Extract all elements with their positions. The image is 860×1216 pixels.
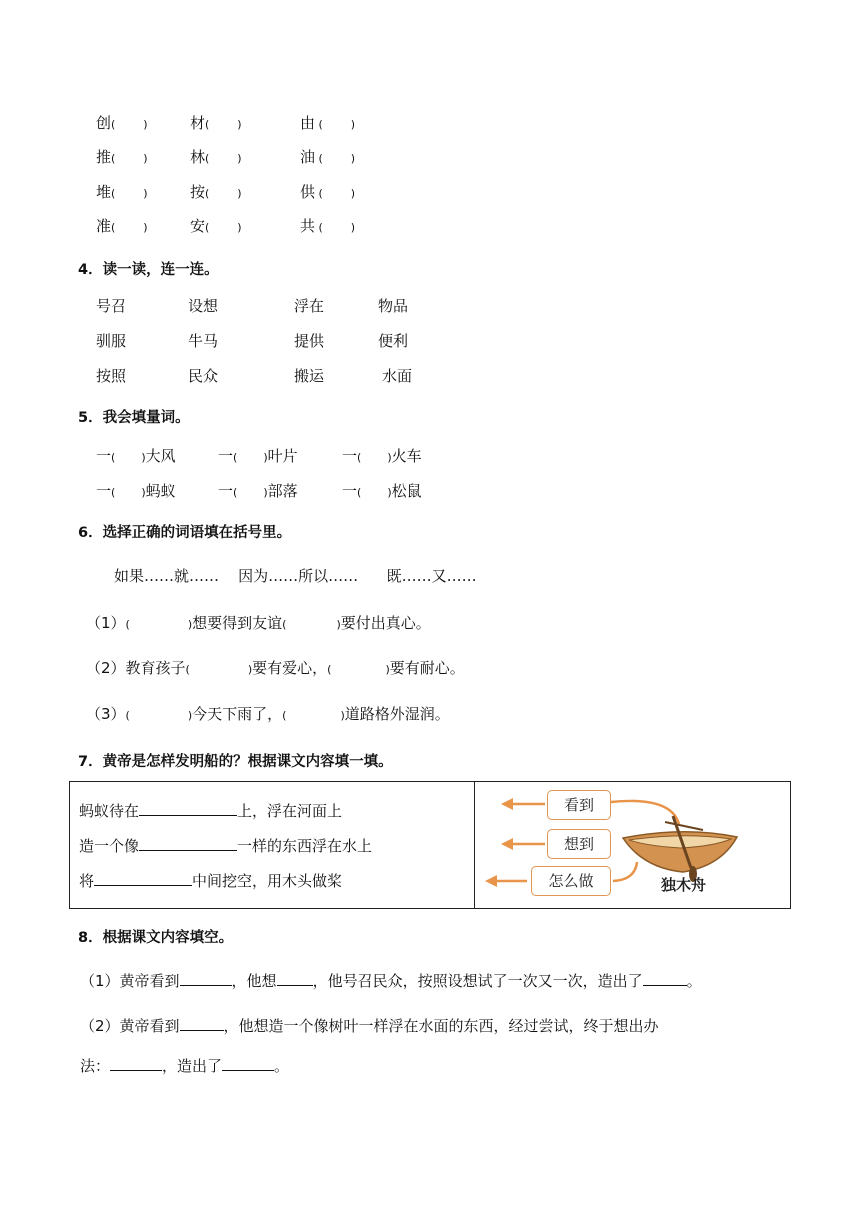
char: 材 [190,114,206,132]
char: 共 [300,217,316,235]
tag-zenmezuo: 怎么做 [531,866,611,896]
boat-icon [623,816,737,882]
match-word[interactable]: 号召 [96,297,127,315]
measure-item: 一( )部落 [218,482,298,500]
match-word[interactable]: 提供 [294,332,325,350]
char-cell [96,181,148,202]
blank[interactable] [139,836,237,851]
q6-item-1: （1）( )想要得到友谊( )要付出真心。 [86,614,431,632]
answer-parens[interactable]: ( ) [315,152,356,165]
q7-line-1: 蚂蚁待在 上，浮在河面上 [79,802,343,820]
answer-parens[interactable]: ( ) [205,152,242,165]
blank[interactable] [180,971,232,986]
char: 由 [300,114,316,132]
match-word[interactable]: 牛马 [188,332,219,350]
match-word[interactable]: 浮在 [294,297,325,315]
char-cell [300,112,355,133]
q8-item-3: 法： ，造出了 。 [80,1057,290,1075]
char: 准 [96,217,112,235]
match-word[interactable]: 便利 [378,332,409,350]
boat-label: 独木舟 [661,876,707,894]
char-cell [300,181,355,202]
blank[interactable] [643,971,687,986]
match-word[interactable]: 设想 [188,297,219,315]
q7-table [69,781,791,909]
match-word[interactable]: 物品 [378,297,409,315]
q8-title: 8．根据课文内容填空。 [78,930,234,946]
measure-item: 一( )大风 [96,447,176,465]
q7-line-2: 造一个像 一样的东西浮在水上 [79,837,373,855]
blank[interactable] [110,1056,162,1071]
char-cell [300,215,355,236]
answer-parens[interactable]: ( ) [111,221,148,234]
char: 堆 [96,183,112,201]
char: 林 [190,148,206,166]
tag-xiangdao: 想到 [547,829,611,859]
char-cell [300,146,355,167]
answer-parens[interactable]: ( ) [111,118,148,131]
char: 供 [300,183,316,201]
char-cell [190,181,242,202]
char: 按 [190,183,206,201]
blank[interactable] [222,1056,274,1071]
q7-line-3: 将 中间挖空，用木头做桨 [79,872,343,890]
match-word[interactable]: 水面 [382,367,413,385]
answer-parens[interactable]: ( ) [111,152,148,165]
char-cell [190,215,242,236]
match-word[interactable]: 驯服 [96,332,127,350]
blank[interactable] [180,1016,224,1031]
q8-item-1: （1）黄帝看到 ，他想 ，他号召民众，按照设想试了一次又一次，造出了 。 [80,972,702,990]
measure-item: 一( )蚂蚁 [96,482,176,500]
answer-parens[interactable]: ( ) [315,187,356,200]
char-cell [96,215,148,236]
answer-parens[interactable]: ( ) [315,221,356,234]
answer-parens[interactable]: ( ) [315,118,356,131]
q5-title: 5．我会填量词。 [78,410,190,426]
measure-item: 一( )叶片 [218,447,298,465]
answer-parens[interactable]: ( ) [205,187,242,200]
char-cell [190,112,242,133]
answer-parens[interactable]: ( ) [205,221,242,234]
q7-title: 7．黄帝是怎样发明船的？根据课文内容填一填。 [78,754,393,770]
q6-item-2: （2）教育孩子( )要有爱心，( )要有耐心。 [86,659,465,677]
q6-item-3: （3）( )今天下雨了，( )道路格外湿润。 [86,705,450,723]
char: 推 [96,148,112,166]
char-cell [96,146,148,167]
q8-item-2: （2）黄帝看到 ，他想造一个像树叶一样浮在水面的东西，经过尝试，终于想出办 [80,1017,659,1035]
blank[interactable] [139,801,237,816]
q7-fill-cell [70,782,475,909]
measure-item: 一( )火车 [342,447,422,465]
match-word[interactable]: 搬运 [294,367,325,385]
char: 安 [190,217,206,235]
match-word[interactable]: 按照 [96,367,127,385]
char: 创 [96,114,112,132]
q7-picture-cell [475,782,791,909]
char-cell [190,146,242,167]
tag-kandao: 看到 [547,790,611,820]
answer-parens[interactable]: ( ) [111,187,148,200]
match-word[interactable]: 民众 [188,367,219,385]
char: 油 [300,148,316,166]
measure-item: 一( )松鼠 [342,482,422,500]
answer-parens[interactable]: ( ) [205,118,242,131]
q6-title: 6．选择正确的词语填在括号里。 [78,525,292,541]
q6-options: 如果……就…… 因为……所以…… 既……又…… [114,567,477,585]
blank[interactable] [277,971,313,986]
char-cell [96,112,148,133]
blank[interactable] [94,871,192,886]
q4-title: 4．读一读，连一连。 [78,262,219,278]
boat-diagram [475,782,791,908]
